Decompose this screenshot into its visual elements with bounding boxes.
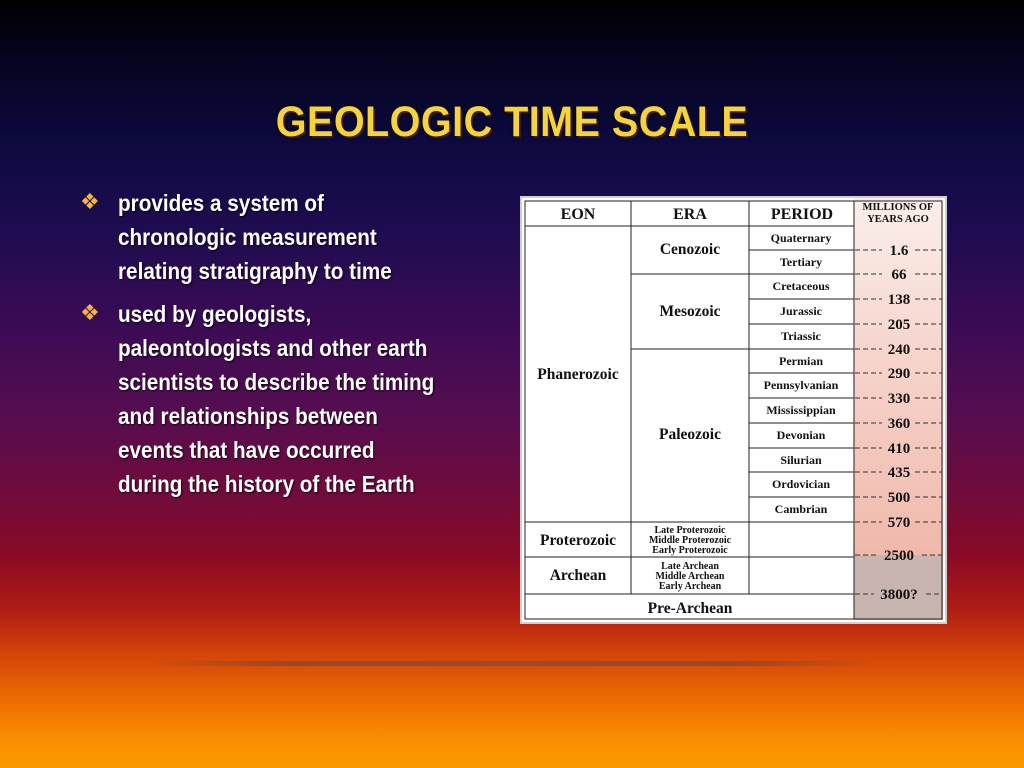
period-jurassic: Jurassic	[780, 304, 822, 318]
diamond-bullet-icon: ❖	[80, 301, 100, 326]
period-devonian: Devonian	[776, 428, 826, 442]
period-cambrian: Cambrian	[774, 502, 828, 516]
period-ordovician: Ordovician	[771, 477, 831, 491]
bullet-text: provides a system of chronologic measurement relating stratigraphy to time	[118, 190, 392, 284]
age-label: 435	[887, 465, 911, 481]
age-label: 330	[887, 391, 911, 407]
period-quaternary: Quaternary	[770, 231, 832, 245]
diamond-bullet-icon: ❖	[80, 190, 100, 215]
period-triassic: Triassic	[781, 329, 821, 343]
era-late-proterozoic: Late Proterozoic	[654, 525, 726, 536]
eon-archean: Archean	[549, 567, 607, 584]
era-paleozoic: Paleozoic	[659, 426, 721, 443]
period-permian: Permian	[779, 354, 823, 368]
bullet-item	[80, 186, 480, 288]
age-label: 205	[887, 317, 911, 333]
period-silurian: Silurian	[780, 453, 822, 467]
eon-pre-archean: Pre-Archean	[647, 600, 733, 617]
period-tertiary: Tertiary	[779, 255, 823, 269]
era-early-archean: Early Archean	[658, 581, 722, 592]
footer-divider	[150, 661, 874, 666]
age-label: 290	[887, 366, 911, 382]
age-label: 570	[887, 515, 911, 531]
era-cenozoic: Cenozoic	[659, 241, 721, 258]
era-middle-proterozoic: Middle Proterozoic	[648, 535, 732, 546]
age-label: 360	[887, 416, 911, 432]
age-label: 410	[887, 441, 911, 457]
period-mississippian: Mississippian	[766, 403, 836, 417]
geologic-time-table	[520, 196, 947, 624]
period-cretaceous: Cretaceous	[772, 279, 830, 293]
eon-phanerozoic: Phanerozoic	[537, 366, 619, 383]
bullet-list	[80, 186, 480, 510]
age-label: 138	[887, 292, 911, 308]
header-eon: EON	[560, 206, 596, 223]
age-label: 2500	[884, 548, 914, 564]
age-label: 3800?	[880, 587, 918, 603]
age-label: 1.6	[889, 243, 909, 259]
era-mesozoic: Mesozoic	[659, 303, 721, 320]
age-label: 500	[887, 490, 911, 506]
bullet-item	[80, 297, 480, 501]
header-period: PERIOD	[770, 206, 834, 223]
period-pennsylvanian: Pennsylvanian	[763, 378, 839, 392]
header-era: ERA	[673, 206, 707, 223]
era-late-archean: Late Archean	[661, 561, 719, 572]
slide-title: GEOLOGIC TIME SCALE	[275, 98, 749, 146]
era-early-proterozoic: Early Proterozoic	[652, 545, 728, 556]
era-middle-archean: Middle Archean	[655, 571, 725, 582]
eon-proterozoic: Proterozoic	[539, 532, 617, 549]
header-years-ago: YEARS AGO	[867, 214, 929, 225]
geologic-time-table-svg	[522, 198, 945, 622]
age-label: 240	[887, 342, 911, 358]
age-label: 66	[891, 267, 907, 283]
bullet-text: used by geologists, paleontologists and other earth scientists to describe the timing and relationships between events that have occurred during the history of the Earth	[118, 301, 435, 497]
header-millions: MILLIONS OF	[862, 202, 934, 213]
